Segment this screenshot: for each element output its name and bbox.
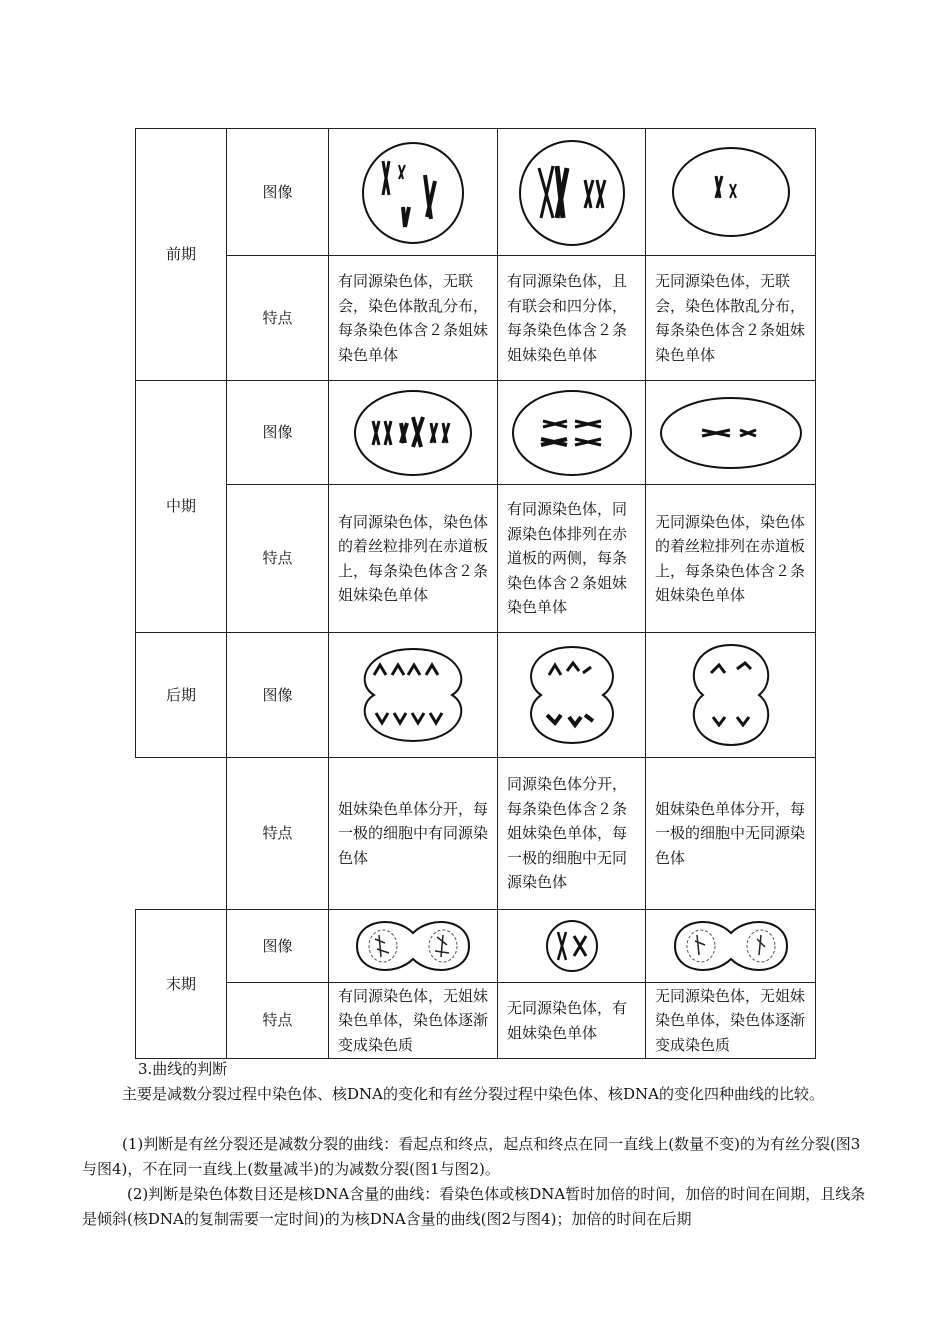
image-meiosis-i-prophase bbox=[498, 129, 646, 256]
feature-mitosis-metaphase: 有同源染色体，染色体的着丝粒排列在赤道板上，每条染色体含２条姐妹染色单体 bbox=[329, 485, 498, 633]
image-mitosis-metaphase bbox=[329, 381, 498, 485]
feature-meiosis-ii-metaphase: 无同源染色体，染色体的着丝粒排列在赤道板上，每条染色体含２条姐妹染色单体 bbox=[646, 485, 816, 633]
feature-meiosis-i-metaphase: 有同源染色体，同源染色体排列在赤道板的两侧，每条染色体含２条姐妹染色单体 bbox=[498, 485, 646, 633]
image-meiosis-ii-metaphase bbox=[646, 381, 816, 485]
image-mitosis-telophase bbox=[329, 910, 498, 983]
image-meiosis-ii-prophase bbox=[646, 129, 816, 256]
feature-mitosis-prophase: 有同源染色体，无联会，染色体散乱分布，每条染色体含２条姐妹染色单体 bbox=[329, 256, 498, 381]
feature-mitosis-anaphase: 姐妹染色单体分开，每一极的细胞中有同源染色体 bbox=[329, 758, 498, 910]
row-label-image: 图像 bbox=[227, 633, 329, 758]
feature-meiosis-ii-anaphase: 姐妹染色单体分开，每一极的细胞中无同源染色体 bbox=[646, 758, 816, 910]
stage-prophase: 前期 bbox=[136, 129, 227, 381]
feature-meiosis-i-prophase: 有同源染色体，且有联会和四分体，每条染色体含２条姐妹染色单体 bbox=[498, 256, 646, 381]
feature-mitosis-telophase: 有同源染色体，无姐妹染色单体，染色体逐渐变成染色质 bbox=[329, 983, 498, 1059]
feature-meiosis-i-telophase: 无同源染色体，有姐妹染色单体 bbox=[498, 983, 646, 1059]
paragraph-criterion-2: (2)判断是染色体数目还是核DNA含量的曲线：看染色体或核DNA暂时加倍的时间，加倍的时间在间期，且线条是倾斜(核DNA的复制需要一定时间)的为核DNA含量的曲线(图2与图4)；加倍的时间在后期 bbox=[82, 1185, 866, 1228]
feature-meiosis-ii-telophase: 无同源染色体，无姐妹染色单体，染色体逐渐变成染色质 bbox=[646, 983, 816, 1059]
paragraph-criterion-1: (1)判断是有丝分裂还是减数分裂的曲线：看起点和终点，起点和终点在同一直线上(数量不变)的为有丝分裂(图3与图4)，不在同一直线上(数量减半)的为减数分裂(图1与图2)。 bbox=[82, 1135, 861, 1178]
stage-telophase: 末期 bbox=[136, 910, 227, 1059]
image-meiosis-ii-anaphase bbox=[646, 633, 816, 758]
feature-meiosis-ii-prophase: 无同源染色体，无联会，染色体散乱分布，每条染色体含２条姐妹染色单体 bbox=[646, 256, 816, 381]
section-heading: 3.曲线的判断 bbox=[138, 1060, 228, 1078]
feature-meiosis-i-anaphase: 同源染色体分开，每条染色体含２条姐妹染色单体，每一极的细胞中无同源染色体 bbox=[498, 758, 646, 910]
row-label-feature: 特点 bbox=[227, 485, 329, 633]
empty-cell bbox=[136, 758, 227, 910]
image-mitosis-prophase bbox=[329, 129, 498, 256]
image-mitosis-anaphase bbox=[329, 633, 498, 758]
row-label-image: 图像 bbox=[227, 129, 329, 256]
row-label-image: 图像 bbox=[227, 381, 329, 485]
image-meiosis-i-anaphase bbox=[498, 633, 646, 758]
stage-anaphase: 后期 bbox=[136, 633, 227, 758]
image-meiosis-ii-telophase bbox=[646, 910, 816, 983]
row-label-feature: 特点 bbox=[227, 256, 329, 381]
image-meiosis-i-metaphase bbox=[498, 381, 646, 485]
row-label-image: 图像 bbox=[227, 910, 329, 983]
comparison-table bbox=[135, 128, 816, 1059]
paragraph-intro: 主要是减数分裂过程中染色体、核DNA的变化和有丝分裂过程中染色体、核DNA的变化四种曲线的比较。 bbox=[122, 1085, 824, 1103]
row-label-feature: 特点 bbox=[227, 758, 329, 910]
stage-metaphase: 中期 bbox=[136, 381, 227, 633]
image-meiosis-i-telophase bbox=[498, 910, 646, 983]
row-label-feature: 特点 bbox=[227, 983, 329, 1059]
